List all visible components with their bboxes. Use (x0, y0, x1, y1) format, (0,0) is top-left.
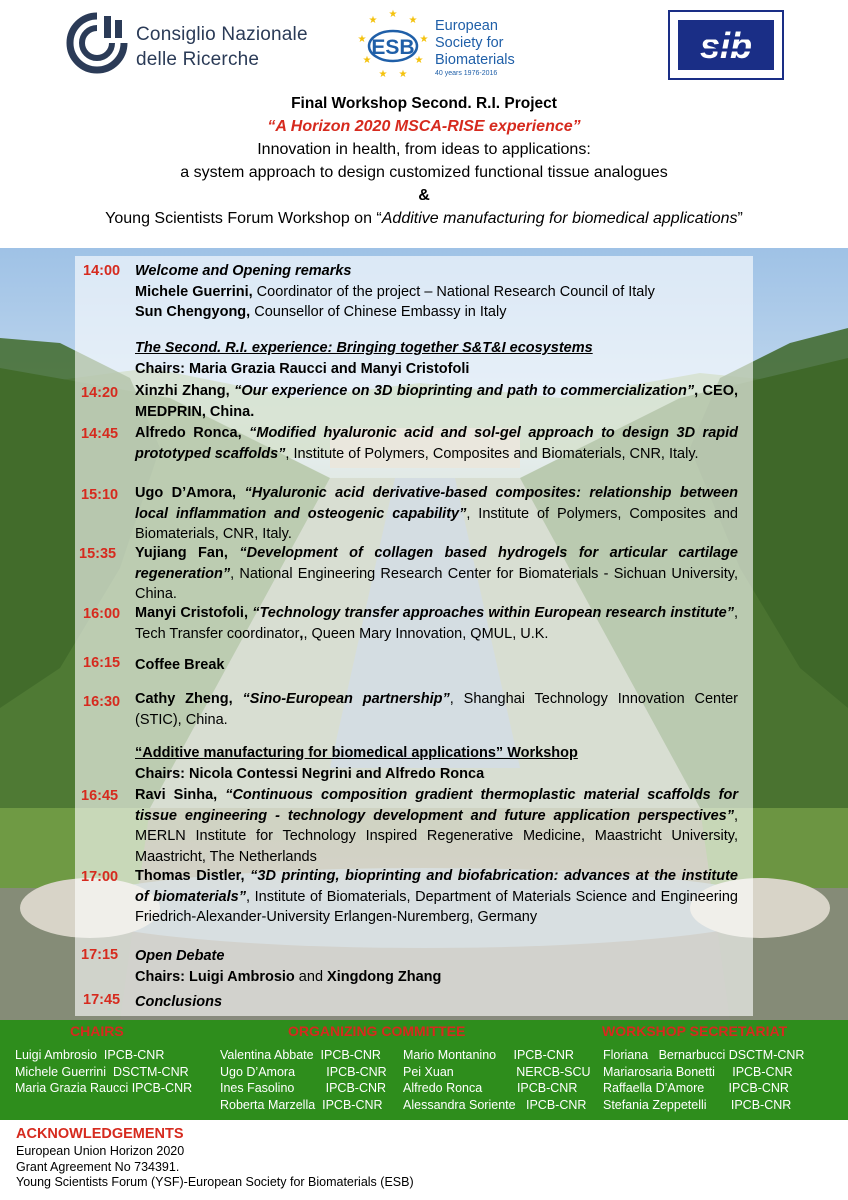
speaker-damora-name: Ugo D’Amora, (135, 485, 237, 501)
ack-line2: Grant Agreement No 734391. (16, 1159, 180, 1174)
svg-text:★: ★ (388, 9, 398, 20)
esb-emblem-icon (355, 6, 431, 82)
talk-sinha-affiliation: , MERLN Institute for Technology Inspired Regenerative Medicine, Maastricht University, Maastricht, The Netherlands (135, 807, 738, 865)
talk-zheng-title: “Sino-European partnership” (232, 691, 450, 707)
session1-header (135, 338, 738, 379)
esb-name (435, 18, 515, 69)
cnr-name-line2: delle Ricerche (136, 49, 260, 70)
time-1600: 16:00 (83, 606, 121, 622)
ack-line3: Young Scientists Forum (YSF)-European Society for Biomaterials (ESB) (16, 1175, 414, 1189)
chairs-heading: CHAIRS (70, 1023, 124, 1039)
speaker-zheng-name: Cathy Zheng, (135, 691, 233, 707)
speaker-fan-name: Yujiang Fan, (135, 545, 228, 561)
esb-name-line1: European (435, 18, 498, 34)
session-welcome (135, 261, 738, 323)
session2-header (135, 743, 738, 784)
talk-zhang (135, 381, 738, 422)
coffee-break (135, 655, 738, 676)
esb-name-line2: Society for (435, 35, 504, 51)
secretariat-list: Floriana Bernarbucci DSCTM-CNR Mariarosaria Bonetti IPCB-CNR Raffaella D’Amore IPCB-CNR Stefania Zeppetelli IPCB-CNR (603, 1048, 805, 1112)
session2-title: “Additive manufacturing for biomedical applications” Workshop (135, 745, 578, 761)
talk-distler-title: “3D printing, bioprinting and biofabrication: advances at the institute of biomaterials” (135, 868, 738, 905)
svg-text:★: ★ (362, 55, 372, 66)
speaker-sun-role: Counsellor of Chinese Embassy in Italy (250, 304, 507, 320)
talk-sinha-title: “Continuous composition gradient thermoplastic material scaffolds for tissue engineering - technology development and future application perspectives” (135, 787, 738, 824)
esb-years: 40 years 1976-2016 (435, 70, 498, 77)
ysf-suffix: ” (737, 210, 743, 227)
time-1400: 14:00 (83, 263, 121, 279)
acknowledgements-heading: ACKNOWLEDGEMENTS (16, 1126, 184, 1142)
talk-damora (135, 483, 738, 545)
svg-text:★: ★ (368, 15, 378, 26)
talk-zheng-affiliation: , Shanghai Technology Innovation Center (STIC), China. (135, 691, 739, 728)
open-debate-title: Open Debate (135, 948, 225, 964)
talk-cristofoli: Manyi Cristofoli, “Technology transfer approaches within European research institute”, Tech Transfer coordinator,, Queen Mary Innovation, QMUL, U.K. (135, 605, 738, 642)
chairs3-and: and (294, 968, 328, 985)
speaker-cristofoli-name: Manyi Cristofoli, (135, 605, 248, 621)
ysf-workshop-title (0, 207, 848, 230)
coffee-break-label: Coffee Break (135, 657, 225, 673)
talk-damora-affiliation: , Institute of Polymers, Composites and Biomaterials, CNR, Italy. (135, 505, 739, 542)
talk-fan-title: “Development of collagen based hydrogels for articular cartilage regeneration” (135, 545, 738, 582)
talk-sinha (135, 785, 738, 867)
chairs1-label: Chairs (135, 360, 181, 377)
chairs3-label: Chairs: Luigi Ambrosio (135, 968, 295, 985)
speaker-distler-name: Thomas Distler, (135, 868, 245, 884)
time-1630: 16:30 (83, 694, 121, 710)
talk-zhang-title: “Our experience on 3D bioprinting and path to commercialization” (229, 383, 695, 399)
theme-line2: a system approach to design customized functional tissue analogues (180, 164, 668, 181)
talk-ronca-title: “Modified hyaluronic acid and sol-gel approach to design 3D rapid prototyped scaffolds” (135, 425, 738, 462)
sib-logo-text: sib (699, 25, 753, 66)
ysf-prefix: Young Scientists Forum Workshop on “ (105, 210, 382, 227)
time-1535: 15:35 (79, 546, 117, 562)
talk-damora-title: “Hyaluronic acid derivative-based composites: relationship between local inflammation and osteogenic capability” (135, 485, 738, 522)
time-1745: 17:45 (83, 992, 121, 1008)
talk-ronca (135, 423, 738, 464)
time-1510: 15:10 (81, 487, 119, 503)
talk-zhang-affiliation: , CEO, MEDPRIN, China. (135, 383, 739, 420)
sib-emblem-icon (670, 12, 782, 78)
talk-fan-affiliation: , National Engineering Research Center for Biomaterials - Sichuan University, China. (135, 565, 738, 602)
organizing-committee-list-2: Mario Montanino IPCB-CNR Pei Xuan NERCB-SCU Alfredo Ronca IPCB-CNR Alessandra Soriente IPCB-CNR (403, 1048, 591, 1112)
svg-text:★: ★ (398, 69, 408, 80)
sib-logo (668, 10, 784, 80)
talk-cristofoli-affiliation: , Tech Transfer coordinator (135, 605, 738, 642)
header (0, 0, 848, 90)
talk-cristofoli-affiliation2: , Queen Mary Innovation, QMUL, U.K. (303, 625, 549, 642)
time-1445: 14:45 (81, 426, 119, 442)
cnr-emblem-icon (64, 12, 130, 74)
conclusions-title: Conclusions (135, 994, 223, 1010)
talk-cristofoli-title: “Technology transfer approaches within European research institute” (248, 605, 734, 621)
chairs2: Chairs: Nicola Contessi Negrini and Alfredo Ronca (135, 765, 485, 782)
esb-acronym: ESB (371, 36, 415, 59)
secretariat-heading: WORKSHOP SECRETARIAT (602, 1023, 788, 1039)
talk-fan (135, 543, 738, 605)
speaker-guerrini-role: Coordinator of the project – National Research Council of Italy (252, 283, 655, 300)
talk-zheng (135, 689, 738, 730)
talk-distler (135, 866, 738, 928)
organizing-committee-list-1: Valentina Abbate IPCB-CNR Ugo D’Amora IPCB-CNR Ines Fasolino IPCB-CNR Roberta Marzella IPCB-CNR (220, 1048, 387, 1112)
esb-name-line3: Biomaterials (435, 52, 515, 68)
workshop-subtitle: “A Horizon 2020 MSCA-RISE experience” (267, 118, 581, 135)
workshop-title: Final Workshop Second. R.I. Project (291, 95, 557, 112)
talk-ronca-affiliation: , Institute of Polymers, Composites and Biomaterials, CNR, Italy. (285, 445, 699, 462)
committee-band (0, 1020, 848, 1120)
speaker-ronca-name: Alfredo Ronca, (135, 425, 242, 441)
svg-text:★: ★ (419, 34, 429, 45)
talk-distler-affiliation: , Institute of Biomaterials, Department of Materials Science and Engineering Friedrich-Alexander-University Erlangen-Nuremberg, Germany (135, 888, 738, 925)
svg-text:★: ★ (378, 69, 388, 80)
speaker-sun-name: Sun Chengyong, (135, 304, 251, 320)
time-1645: 16:45 (81, 788, 119, 804)
ack-line1: European Union Horizon 2020 (16, 1144, 185, 1158)
conclusions (135, 992, 738, 1013)
ampersand: & (418, 187, 430, 204)
esb-logo (355, 6, 555, 86)
ysf-italic: Additive manufacturing for biomedical applications (381, 210, 738, 227)
time-1615: 16:15 (83, 655, 121, 671)
chairs1-names: : Maria Grazia Raucci and Manyi Cristofoli (180, 360, 470, 377)
svg-text:★: ★ (414, 55, 424, 66)
session1-title: The Second. R.I. experience: Bringing together S&T&I ecosystems (135, 340, 593, 356)
speaker-guerrini-name: Michele Guerrini, (135, 283, 253, 300)
open-debate (135, 946, 738, 987)
time-1420: 14:20 (81, 385, 119, 401)
cnr-logo (64, 12, 314, 74)
svg-text:★: ★ (357, 34, 367, 45)
acknowledgements (16, 1126, 414, 1191)
chairs-list: Luigi Ambrosio IPCB-CNR Michele Guerrini DSCTM-CNR Maria Grazia Raucci IPCB-CNR (15, 1048, 193, 1095)
time-1700: 17:00 (81, 869, 119, 885)
event-titles (0, 92, 848, 230)
svg-text:★: ★ (408, 15, 418, 26)
speaker-sinha-name: Ravi Sinha, (135, 787, 218, 803)
welcome-title: Welcome and Opening remarks (135, 263, 352, 279)
time-1715: 17:15 (81, 947, 119, 963)
cnr-name-line1: Consiglio Nazionale (136, 24, 308, 45)
speaker-zhang-name: Xinzhi Zhang, (135, 383, 230, 399)
chairs3-name2: Xingdong Zhang (327, 968, 442, 985)
theme-line1: Innovation in health, from ideas to applications: (257, 141, 591, 158)
organizing-committee-heading: ORGANIZING COMMITTEE (288, 1023, 466, 1039)
